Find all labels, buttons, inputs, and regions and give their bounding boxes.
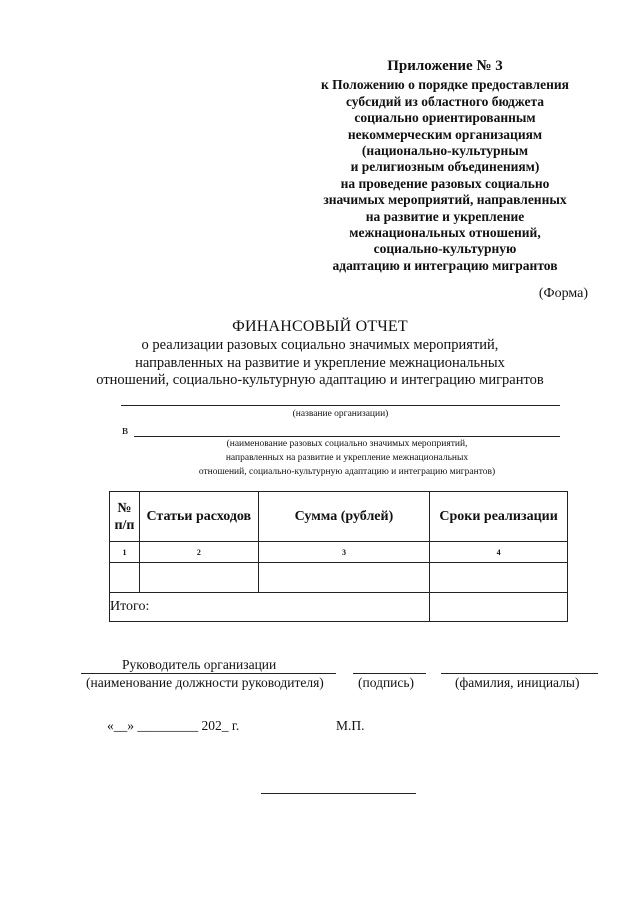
- table-row: [110, 563, 568, 593]
- event-caption-line: отношений, социально-культурную адаптацию и интеграцию мигрантов): [198, 467, 496, 477]
- org-name-line[interactable]: [121, 405, 560, 406]
- total-label: Итого:: [110, 593, 430, 622]
- event-caption-line: направленных на развитие и укрепление межнациональных: [225, 453, 469, 463]
- head-label: Руководитель организации: [122, 657, 277, 672]
- subtitle-line: направленных на развитие и укрепление межнациональных: [135, 354, 505, 371]
- appendix-line: к Положению о порядке предоставления: [321, 77, 569, 93]
- expense-table: [109, 491, 568, 622]
- signature-caption: (подпись): [358, 675, 415, 690]
- appendix-number: Приложение № 3: [387, 58, 503, 74]
- event-name-caption: [134, 437, 560, 479]
- form-label: (Форма): [538, 286, 588, 301]
- subtitle-line: о реализации разовых социально значимых мероприятий,: [141, 337, 499, 353]
- date-line[interactable]: «__» _________ 202_ г.: [107, 718, 240, 733]
- signature-line[interactable]: [353, 673, 426, 674]
- name-line[interactable]: [441, 673, 598, 674]
- appendix-line: (национально-культурным: [361, 143, 529, 159]
- appendix-header: [300, 58, 590, 274]
- column-number: 4: [430, 542, 568, 563]
- position-line[interactable]: [81, 673, 336, 674]
- table-header-row: [110, 492, 568, 542]
- report-title: ФИНАНСОВЫЙ ОТЧЕТ: [232, 318, 408, 335]
- appendix-line: социально-культурную: [373, 241, 517, 257]
- header-number: № п/п: [110, 492, 140, 542]
- appendix-line: на развитие и укрепление: [365, 208, 525, 224]
- appendix-line: межнациональных отношений,: [349, 225, 541, 241]
- header-expense-items: Статьи расходов: [139, 492, 258, 542]
- column-number: 3: [258, 542, 430, 563]
- header-amount: Сумма (рублей): [258, 492, 430, 542]
- appendix-line: субсидий из областного бюджета: [345, 93, 545, 109]
- appendix-line: на проведение разовых социально: [340, 175, 550, 191]
- in-prefix: в: [122, 422, 129, 437]
- appendix-line: и религиозным объединениям): [350, 159, 540, 175]
- table-cell[interactable]: [430, 563, 568, 593]
- column-number: 1: [110, 542, 140, 563]
- org-name-caption: (название организации): [292, 409, 389, 419]
- total-row: [110, 593, 568, 622]
- appendix-line: социально ориентированным: [354, 110, 536, 126]
- header-terms: Сроки реализации: [430, 492, 568, 542]
- column-number: 2: [139, 542, 258, 563]
- appendix-line: некоммерческим организациям: [347, 126, 543, 142]
- report-subtitle: [60, 337, 580, 390]
- stamp-label: М.П.: [336, 718, 365, 733]
- total-cell[interactable]: [430, 593, 568, 622]
- table-cell[interactable]: [139, 563, 258, 593]
- column-number-row: [110, 542, 568, 563]
- bottom-line: [261, 793, 416, 794]
- appendix-line: адаптацию и интеграцию мигрантов: [332, 257, 558, 273]
- subtitle-line: отношений, социально-культурную адаптацию и интеграцию мигрантов: [96, 372, 544, 388]
- name-caption: (фамилия, инициалы): [455, 675, 580, 690]
- appendix-line: значимых мероприятий, направленных: [323, 192, 567, 208]
- event-caption-line: (наименование разовых социально значимых мероприятий,: [226, 439, 468, 449]
- position-caption: (наименование должности руководителя): [86, 675, 324, 690]
- table-cell[interactable]: [110, 563, 140, 593]
- table-cell[interactable]: [258, 563, 430, 593]
